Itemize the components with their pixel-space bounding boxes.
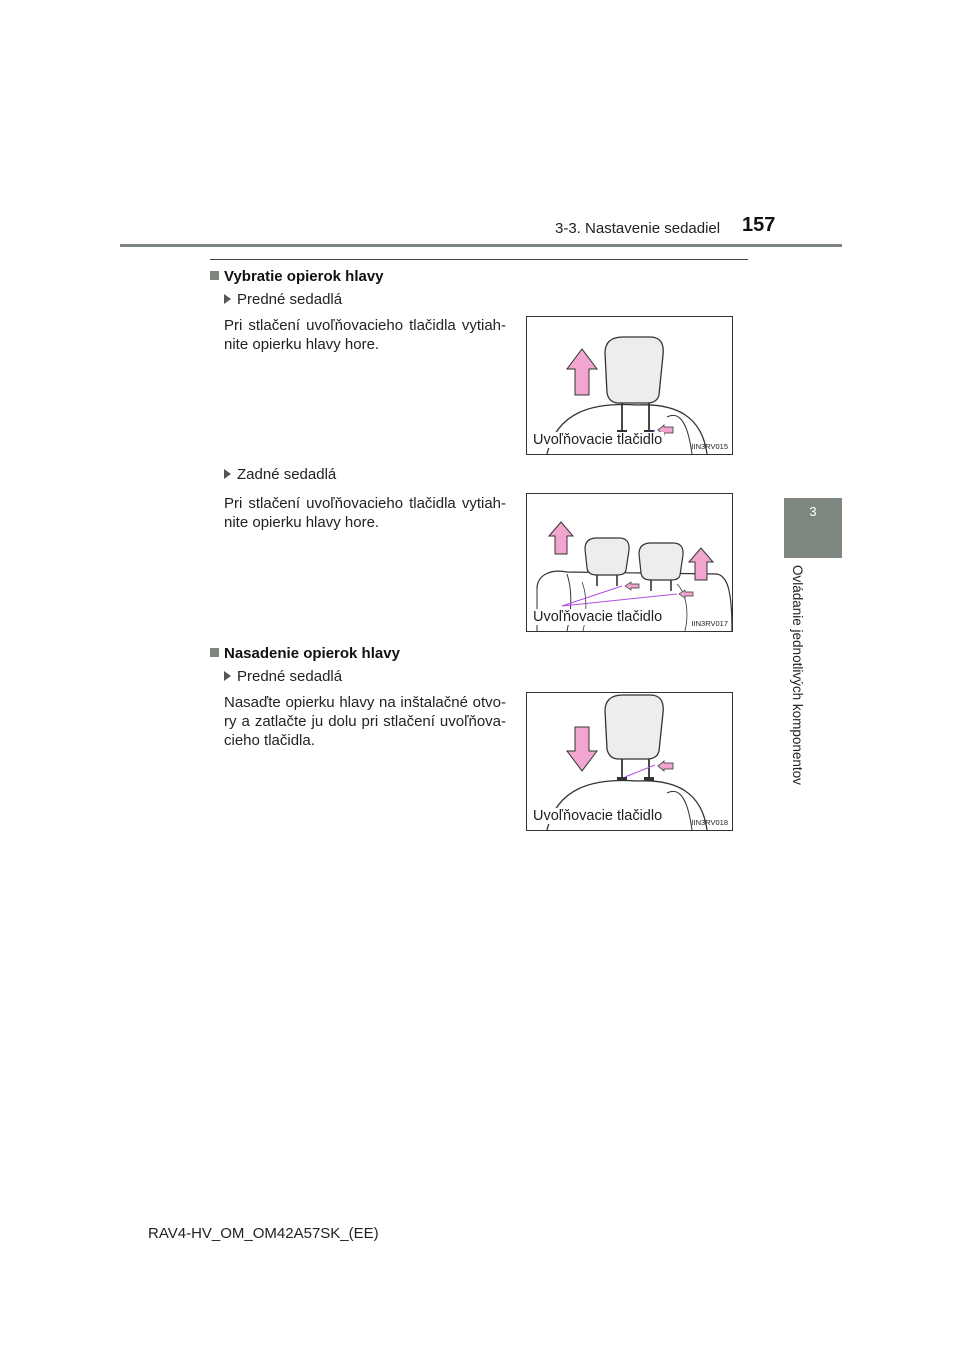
paragraph-install-front: Nasaďte opierku hlavy na inštalačné otvo-ry a zatlačte ju dolu pri stlačení uvoľňova-cieho tlačidla. bbox=[224, 694, 506, 749]
figure-code: IIN3RV015 bbox=[691, 442, 728, 451]
page-number: 157 bbox=[742, 214, 776, 236]
chapter-title-text: Ovládanie jednotlivých komponentov bbox=[790, 565, 805, 785]
triangle-bullet-icon bbox=[224, 469, 231, 479]
triangle-bullet-icon bbox=[224, 671, 231, 681]
figure-code: IIN3RV017 bbox=[691, 619, 728, 628]
section-title-remove: Vybratie opierok hlavy bbox=[210, 268, 384, 285]
footer-doc-id: RAV4-HV_OM_OM42A57SK_(EE) bbox=[148, 1225, 379, 1242]
figure-rear-remove bbox=[526, 493, 733, 632]
header-rule bbox=[120, 244, 842, 247]
figure-caption: Uvoľňovacie tlačidlo bbox=[533, 609, 663, 625]
figure-caption: Uvoľňovacie tlačidlo bbox=[533, 808, 663, 824]
header-section-title: 3-3. Nastavenie sedadiel bbox=[555, 220, 721, 237]
sub-heading-front-install: Predné sedadlá bbox=[224, 668, 342, 685]
chapter-number: 3 bbox=[809, 504, 817, 519]
chapter-title bbox=[790, 565, 814, 865]
chapter-tab bbox=[784, 498, 842, 558]
figure-caption: Uvoľňovacie tlačidlo bbox=[533, 432, 663, 448]
section-title-install: Nasadenie opierok hlavy bbox=[210, 645, 400, 662]
section-bullet-icon bbox=[210, 271, 219, 280]
figure-front-remove bbox=[526, 316, 733, 455]
section-bullet-icon bbox=[210, 648, 219, 657]
sub-heading-front: Predné sedadlá bbox=[224, 291, 342, 308]
paragraph-remove-front: Pri stlačení uvoľňovacieho tlačidla vytiah-nite opierku hlavy hore. bbox=[224, 317, 506, 353]
paragraph-remove-rear: Pri stlačení uvoľňovacieho tlačidla vytiah-nite opierku hlavy hore. bbox=[224, 495, 506, 531]
figure-front-install bbox=[526, 692, 733, 831]
figure-code: IIN3RV018 bbox=[691, 818, 728, 827]
triangle-bullet-icon bbox=[224, 294, 231, 304]
content-rule bbox=[210, 259, 748, 260]
sub-heading-rear: Zadné sedadlá bbox=[224, 466, 336, 483]
